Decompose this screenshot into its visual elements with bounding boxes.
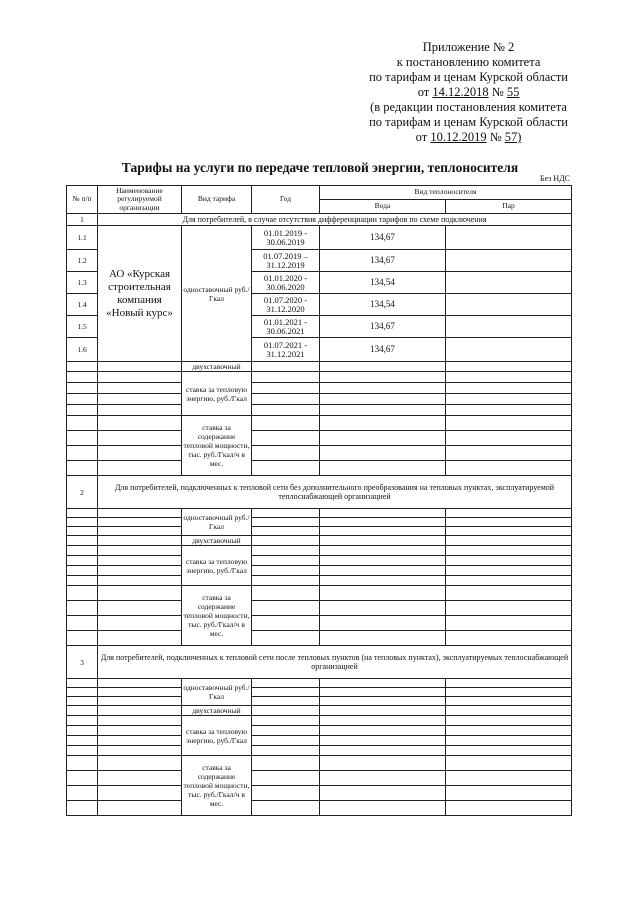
- col-header-water: Вода: [320, 200, 446, 214]
- row-1-2-num: 1.2: [67, 250, 98, 272]
- appendix-line: Приложение № 2: [422, 40, 515, 54]
- col-header-num: № п/п: [67, 186, 98, 214]
- section-2-capacity-rate-label: ставка за содержание тепловой мощности, тыс. руб./Гкал/ч в мес.: [182, 586, 252, 646]
- section-3-caption: Для потребителей, подключенных к тепловой сети после тепловых пунктов (на тепловых пунктах), эксплуатируемых теплоснабжающей организацией: [98, 646, 572, 679]
- edition-line-2: по тарифам и ценам Курской области: [369, 115, 568, 129]
- section-1-energy-rate-label: ставка за тепловую энергию, руб./Гкал: [182, 372, 252, 416]
- col-header-steam: Пар: [446, 200, 572, 214]
- section-2-caption: Для потребителей, подключенных к тепловой сети без дополнительного преобразования на тепловых пунктах, эксплуатируемой теплоснабжающей организацией: [98, 476, 572, 509]
- row-1-3-steam: [446, 272, 572, 294]
- row-1-3-water: 134,54: [320, 272, 446, 294]
- row-1-2-period: 01.07.2019 – 31.12.2019: [252, 250, 320, 272]
- resolution-date: 14.12.2018: [432, 85, 489, 99]
- section-1-num: 1: [67, 214, 98, 226]
- section-1-two-rate-label: двухставочный: [182, 362, 252, 372]
- document-header: [369, 40, 568, 145]
- row-1-3-period: 01.01.2020 - 30.06.2020: [252, 272, 320, 294]
- resolution-number: 55: [506, 85, 520, 99]
- row-1-5-num: 1.5: [67, 316, 98, 338]
- row-1-1-water: 134,67: [320, 226, 446, 250]
- edition-line-1: (в редакции постановления комитета: [370, 100, 567, 114]
- one-rate-label: одноставочный руб./Гкал: [182, 226, 252, 362]
- row-1-2-water: 134,67: [320, 250, 446, 272]
- row-1-6-period: 01.07.2021 - 31.12.2021: [252, 338, 320, 362]
- date-number-line: от 14.12.2018 № 55: [417, 85, 520, 99]
- row-1-6-steam: [446, 338, 572, 362]
- row-1-5-steam: [446, 316, 572, 338]
- tariff-table: [66, 185, 572, 816]
- row-1-3-num: 1.3: [67, 272, 98, 294]
- section-1-capacity-rate-label: ставка за содержание тепловой мощности, тыс. руб./Гкал/ч в мес.: [182, 416, 252, 476]
- col-header-year: Год: [252, 186, 320, 214]
- row-1-1-num: 1.1: [67, 226, 98, 250]
- row-1-6-water: 134,67: [320, 338, 446, 362]
- col-header-tariff: Вид тарифа: [182, 186, 252, 214]
- row-1-6-num: 1.6: [67, 338, 98, 362]
- row-1-4-period: 01.07.2020 - 31.12.2020: [252, 294, 320, 316]
- row-1-4-num: 1.4: [67, 294, 98, 316]
- col-header-carrier: Вид теплоносителя: [320, 186, 572, 200]
- document-title: Тарифы на услуги по передаче тепловой энергии, теплоносителя: [121, 160, 519, 175]
- vat-note: Без НДС: [540, 174, 570, 183]
- edition-date-number-line: от 10.12.2019 № 57): [415, 130, 522, 144]
- section-2-two-rate-label: двухставочный: [182, 536, 252, 546]
- row-1-1-steam: [446, 226, 572, 250]
- edition-number: 57): [504, 130, 522, 144]
- row-1-1-period: 01.01.2019 - 30.06.2019: [252, 226, 320, 250]
- section-2-num: 2: [67, 476, 98, 509]
- row-1-5-water: 134,67: [320, 316, 446, 338]
- row-1-4-steam: [446, 294, 572, 316]
- row-1-5-period: 01.01.2021 - 30.06.2021: [252, 316, 320, 338]
- organization-name: АО «Курская строительная компания «Новый курс»: [98, 226, 182, 362]
- section-3-capacity-rate-label: ставка за содержание тепловой мощности, тыс. руб./Гкал/ч в мес.: [182, 756, 252, 816]
- section-2-energy-rate-label: ставка за тепловую энергию, руб./Гкал: [182, 546, 252, 586]
- section-3-two-rate-label: двухставочный: [182, 706, 252, 716]
- section-2-one-rate-label: одноставочный руб./Гкал: [182, 509, 252, 536]
- row-1-4-water: 134,54: [320, 294, 446, 316]
- committee-line: по тарифам и ценам Курской области: [369, 70, 568, 84]
- section-3-num: 3: [67, 646, 98, 679]
- row-1-2-steam: [446, 250, 572, 272]
- col-header-org: Наименование регулируемой организации: [98, 186, 182, 214]
- section-3-energy-rate-label: ставка за тепловую энергию, руб./Гкал: [182, 716, 252, 756]
- section-3-one-rate-label: одноставочный руб./Гкал: [182, 679, 252, 706]
- section-1-caption: Для потребителей, в случае отсутствия дифференциации тарифов по схеме подключения: [98, 214, 572, 226]
- resolution-line: к постановлению комитета: [396, 55, 541, 69]
- edition-date: 10.12.2019: [430, 130, 487, 144]
